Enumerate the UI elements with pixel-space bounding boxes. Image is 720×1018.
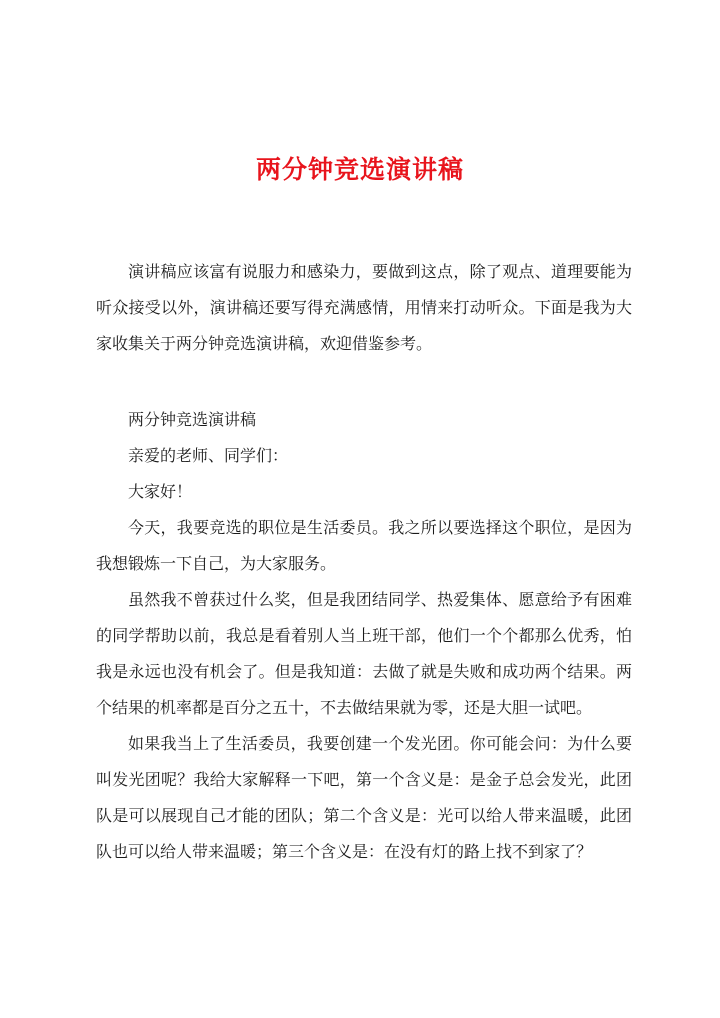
greeting: 大家好！ xyxy=(128,482,193,501)
speech-paragraph-2: 虽然我不曾获过什么奖，但是我团结同学、热爱集体、愿意给予有困难的同学帮助以前，我总是看着别人当上班干部，他们一个个都那么优秀，怕我是永远也没有机会了。但是我知道：去做了就是失败和成功两个结果。两个结果的机率都是百分之五十，不去做结果就为零，还是大胆一试吧。 xyxy=(96,590,632,717)
speech-paragraph-1: 今天，我要竞选的职位是生活委员。我之所以要选择这个职位，是因为我想锻炼一下自己，为大家服务。 xyxy=(96,518,632,573)
speech-section xyxy=(96,402,632,870)
intro-paragraph: 演讲稿应该富有说服力和感染力，要做到这点，除了观点、道理要能为听众接受以外，演讲稿还要写得充满感情，用情来打动听众。下面是我为大家收集关于两分钟竞选演讲稿，欢迎借鉴参考。 xyxy=(96,262,632,353)
intro-section xyxy=(96,254,632,362)
speech-paragraph-3: 如果我当上了生活委员，我要创建一个发光团。你可能会问：为什么要叫发光团呢？我给大家解释一下吧，第一个含义是：是金子总会发光，此团队是可以展现自己才能的团队；第二个含义是：光可以给人带来温暖，此团队也可以给人带来温暖；第三个含义是：在没有灯的路上找不到家了？ xyxy=(96,734,632,861)
document-title: 两分钟竞选演讲稿 xyxy=(255,155,464,184)
speech-subtitle: 两分钟竞选演讲稿 xyxy=(128,410,257,429)
salutation: 亲爱的老师、同学们： xyxy=(128,446,289,465)
